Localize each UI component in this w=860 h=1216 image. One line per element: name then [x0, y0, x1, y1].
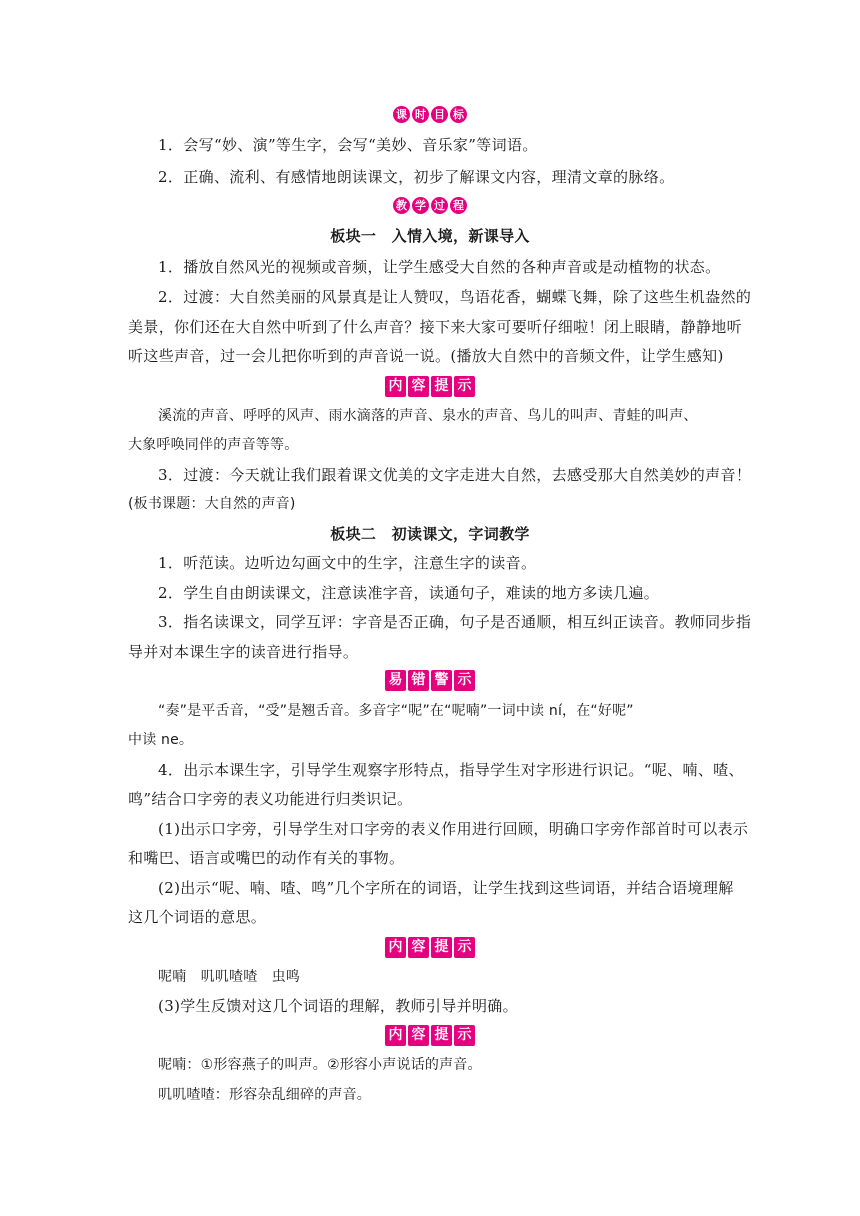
badge-char: 内	[385, 937, 406, 958]
badge-char: 提	[431, 376, 452, 397]
block2-p4-line2: 鸣”结合口字旁的表义功能进行归类识记。	[128, 790, 413, 808]
hint2-words: 呢喃 叽叽喳喳 虫鸣	[158, 969, 300, 985]
block1-hint-line1: 溪流的声音、呼呼的风声、雨水滴落的声音、泉水的声音、鸟儿的叫声、青蛙的叫声、	[158, 408, 698, 424]
badge-char: 示	[454, 376, 475, 397]
badge-char: 容	[408, 376, 429, 397]
badge-char: 示	[454, 1025, 475, 1046]
badge-char: 程	[450, 197, 467, 214]
goal-1: 1．会写“妙、演”等生字，会写“美妙、音乐家”等词语。	[158, 136, 538, 154]
badge-char: 错	[408, 670, 429, 691]
badge-content-hint	[0, 376, 860, 397]
block1-p3-line2: (板书课题：大自然的声音)	[128, 496, 296, 512]
badge-char: 易	[385, 670, 406, 691]
block2-p3-line2: 导并对本课生字的读音进行指导。	[128, 643, 359, 661]
block2-p1: 1．听范读。边听边勾画文中的生字，注意生字的读音。	[158, 554, 537, 572]
badge-char: 内	[385, 376, 406, 397]
badge-char: 示	[454, 670, 475, 691]
block2-s1-line2: 和嘴巴、语言或嘴巴的动作有关的事物。	[128, 849, 405, 867]
block2-s2-line2: 这几个词语的意思。	[128, 908, 267, 926]
badge-char: 警	[431, 670, 452, 691]
badge-char: 提	[431, 1025, 452, 1046]
badge-char: 课	[393, 106, 410, 123]
block2-s3: (3)学生反馈对这几个词语的理解，教师引导并明确。	[158, 997, 518, 1015]
warning-line2: 中读 ne。	[128, 732, 194, 748]
block2-s2-line1: (2)出示“呢、喃、喳、鸣”几个字所在的词语，让学生找到这些词语，并结合语境理解	[158, 879, 734, 897]
hint3-line2: 叽叽喳喳：形容杂乱细碎的声音。	[158, 1087, 371, 1103]
block1-p2-line1: 2．过渡：大自然美丽的风景真是让人赞叹，鸟语花香，蝴蝶飞舞，除了这些生机盎然的	[158, 288, 752, 306]
badge-char: 时	[412, 106, 429, 123]
badge-lesson-goals	[0, 106, 860, 123]
badge-char: 容	[408, 937, 429, 958]
block1-p2-line2: 美景，你们还在大自然中听到了什么声音？接下来大家可要听仔细啦！闭上眼睛，静静地听	[128, 318, 743, 336]
badge-content-hint	[0, 937, 860, 958]
badge-error-warning	[0, 670, 860, 691]
block2-p2: 2．学生自由朗读课文，注意读准字音，读通句子，难读的地方多读几遍。	[158, 584, 660, 602]
badge-char: 目	[431, 106, 448, 123]
block2-p4-line1: 4．出示本课生字，引导学生观察字形特点，指导学生对字形进行识记。“呢、喃、喳、	[158, 761, 744, 779]
block1-p1: 1．播放自然风光的视频或音频，让学生感受大自然的各种声音或是动植物的状态。	[158, 258, 721, 276]
badge-char: 标	[450, 106, 467, 123]
badge-char: 示	[454, 937, 475, 958]
goal-2: 2．正确、流利、有感情地朗读课文，初步了解课文内容，理清文章的脉络。	[158, 168, 675, 186]
block2-s1-line1: (1)出示口字旁，引导学生对口字旁的表义作用进行回顾，明确口字旁作部首时可以表示	[158, 820, 749, 838]
block1-p3-line1: 3．过渡：今天就让我们跟着课文优美的文字走进大自然，去感受那大自然美妙的声音！	[158, 466, 752, 484]
badge-char: 教	[393, 197, 410, 214]
badge-char: 内	[385, 1025, 406, 1046]
badge-teaching-process	[0, 197, 860, 214]
badge-char: 容	[408, 1025, 429, 1046]
badge-char: 学	[412, 197, 429, 214]
hint3-line1: 呢喃：①形容燕子的叫声。②形容小声说话的声音。	[158, 1057, 482, 1073]
warning-line1: “奏”是平舌音，“受”是翘舌音。多音字“呢”在“呢喃”一词中读 ní，在“好呢”	[158, 703, 634, 719]
block2-title: 板块二 初读课文，字词教学	[330, 525, 530, 543]
block1-title: 板块一 入情入境，新课导入	[330, 227, 530, 245]
block1-hint-line2: 大象呼唤同伴的声音等等。	[128, 437, 299, 453]
badge-char: 过	[431, 197, 448, 214]
badge-char: 提	[431, 937, 452, 958]
block2-p3-line1: 3．指名读课文，同学互评：字音是否正确，句子是否通顺，相互纠正读音。教师同步指	[158, 613, 752, 631]
block1-p2-line3: 听这些声音，过一会儿把你听到的声音说一说。(播放大自然中的音频文件，让学生感知)	[128, 347, 724, 365]
badge-content-hint	[0, 1025, 860, 1046]
